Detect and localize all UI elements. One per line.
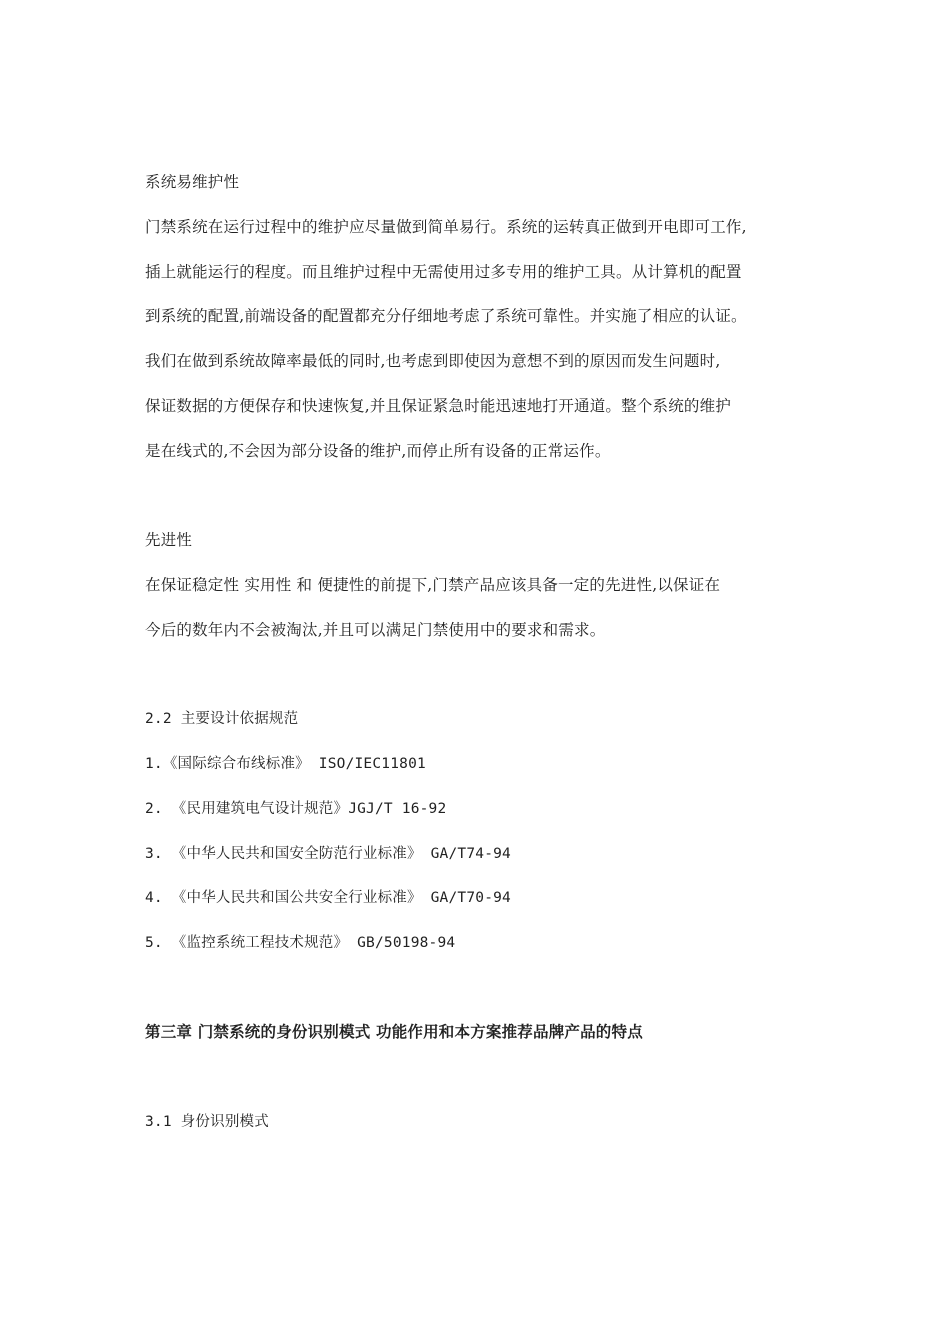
paragraph-line: 到系统的配置,前端设备的配置都充分仔细地考虑了系统可靠性。并实施了相应的认证。	[145, 307, 747, 325]
paragraph-line: 插上就能运行的程度。而且维护过程中无需使用过多专用的维护工具。从计算机的配置	[145, 263, 742, 281]
standard-item: 5. 《监控系统工程技术规范》 GB/50198-94	[145, 935, 456, 951]
standard-item: 3. 《中华人民共和国安全防范行业标准》 GA/T74-94	[145, 846, 511, 862]
paragraph-line: 今后的数年内不会被淘汰,并且可以满足门禁使用中的要求和需求。	[145, 621, 606, 639]
section-title-standards: 2.2 主要设计依据规范	[145, 711, 299, 727]
paragraph-line: 是在线式的,不会因为部分设备的维护,而停止所有设备的正常运作。	[145, 442, 611, 460]
section-title-3-1: 3.1 身份识别模式	[145, 1114, 269, 1130]
standard-item: 2. 《民用建筑电气设计规范》JGJ/T 16-92	[145, 801, 447, 817]
section-title-maintainability: 系统易维护性	[145, 173, 240, 191]
paragraph-line: 保证数据的方便保存和快速恢复,并且保证紧急时能迅速地打开通道。整个系统的维护	[145, 397, 732, 415]
paragraph-line: 我们在做到系统故障率最低的同时,也考虑到即使因为意想不到的原因而发生问题时,	[145, 352, 721, 370]
paragraph-line: 门禁系统在运行过程中的维护应尽量做到简单易行。系统的运转真正做到开电即可工作,	[145, 218, 747, 236]
standard-item: 4. 《中华人民共和国公共安全行业标准》 GA/T70-94	[145, 890, 511, 906]
chapter-title: 第三章 门禁系统的身份识别模式 功能作用和本方案推荐品牌产品的特点	[145, 1023, 643, 1041]
paragraph-line: 在保证稳定性 实用性 和 便捷性的前提下,门禁产品应该具备一定的先进性,以保证在	[145, 576, 721, 594]
standard-item: 1.《国际综合布线标准》 ISO/IEC11801	[145, 756, 426, 772]
section-title-advanced: 先进性	[145, 531, 193, 549]
